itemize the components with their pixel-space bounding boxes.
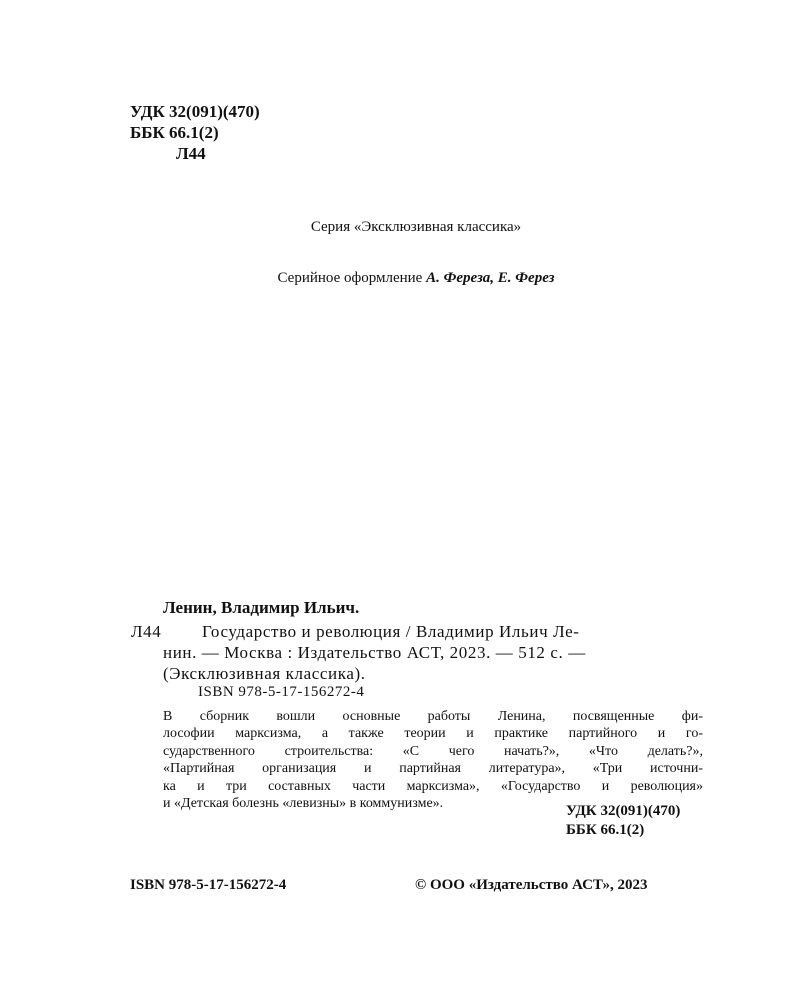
udk-code: УДК 32(091)(470): [130, 102, 260, 121]
annotation-line: сударственного строительства: «С чего начать?», «Что делать?»,: [163, 743, 703, 759]
classification-block-bottom: [566, 802, 680, 840]
series-line: Серия «Эксклюзивная классика»: [310, 219, 522, 235]
udk-code: УДК 32(091)(470): [566, 803, 681, 819]
copyright-notice: © ООО «Издательство АСТ», 2023: [415, 877, 648, 893]
annotation-line: В сборник вошли основные работы Ленина, посвященные фи-: [163, 709, 703, 724]
classification-block-top: [130, 101, 260, 164]
annotation-line: и «Детская болезнь «левизны» в коммунизме».: [163, 796, 444, 812]
annotation-line: лософии марксизма, а также теории и практике партийного и го-: [163, 726, 703, 742]
description-line: (Эксклюзивная классика).: [163, 664, 366, 683]
design-credit-prefix: Серийное оформление: [277, 270, 427, 286]
bbk-code: ББК 66.1(2): [130, 123, 219, 142]
catalog-author-heading: Ленин, Владимир Ильич.: [163, 598, 360, 617]
annotation-line: «Партийная организация и партийная литература», «Три источни-: [163, 761, 703, 777]
author-mark: Л44: [176, 144, 206, 163]
description-line: нин. — Москва : Издательство АСТ, 2023. — 512 с. —: [163, 643, 586, 662]
catalog-description: [131, 621, 703, 684]
footer-isbn: ISBN 978-5-17-156272-4: [130, 877, 287, 893]
catalog-author-mark: Л44: [131, 622, 162, 641]
design-credit: [0, 270, 800, 287]
design-credit-designers: А. Фереза, Е. Ферез: [426, 270, 555, 286]
description-line: Государство и революция / Владимир Ильич Ле-: [202, 622, 580, 641]
catalog-isbn: ISBN 978-5-17-156272-4: [198, 684, 365, 700]
annotation: [163, 708, 703, 812]
annotation-line: ка и три составных части марксизма», «Государство и революция»: [163, 778, 703, 794]
bbk-code: ББК 66.1(2): [566, 822, 645, 838]
